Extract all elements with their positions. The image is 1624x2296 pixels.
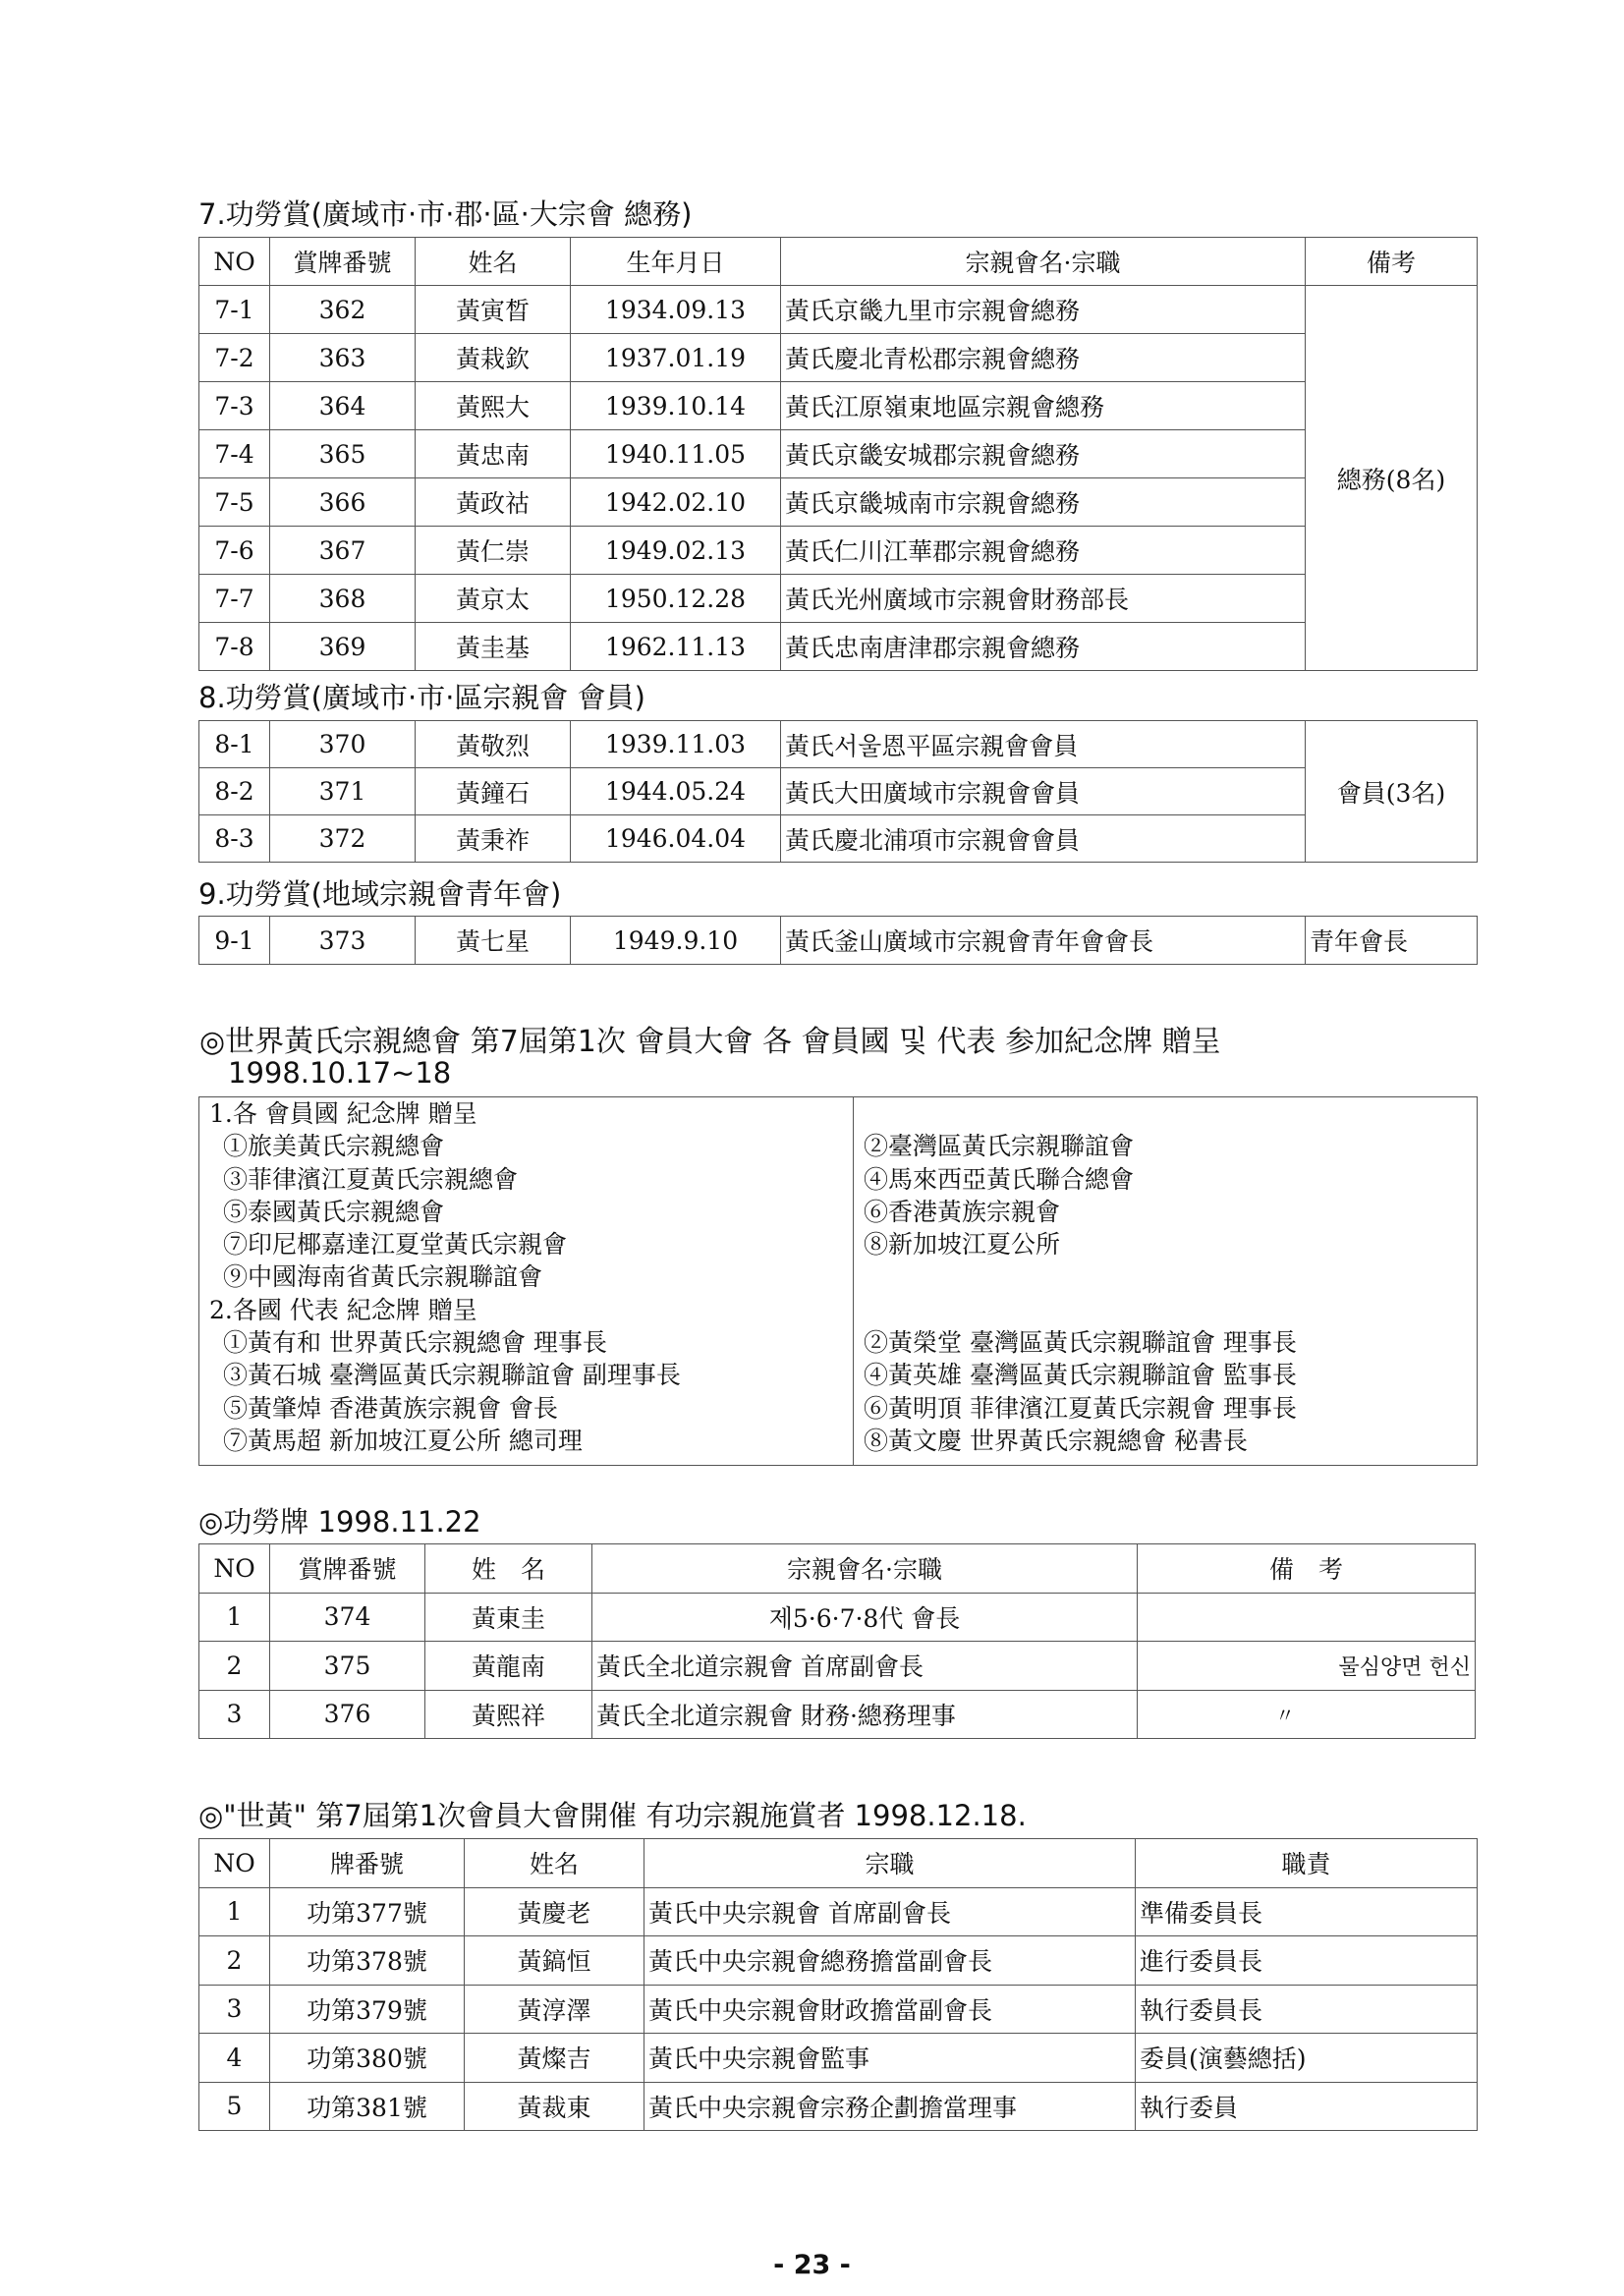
list-item: ③黃石城 臺灣區黃氏宗親聯誼會 副理事長 bbox=[223, 1361, 681, 1390]
section-7-heading: 7.功勞賞(廣域市·市·郡·區·大宗會 總務) bbox=[198, 197, 693, 231]
cell-position: 黃氏全北道宗親會 財務·總務理事 bbox=[592, 1690, 1138, 1739]
cell-note: 總務(8名) bbox=[1306, 286, 1478, 671]
table-row bbox=[199, 1593, 1476, 1642]
cell-no: 8-2 bbox=[199, 768, 270, 815]
cell-birth: 1962.11.13 bbox=[571, 623, 781, 671]
cell-name: 黃忠南 bbox=[416, 430, 571, 478]
list-item: ⑤泰國黃氏宗親總會 bbox=[223, 1197, 445, 1226]
cell-note: 물심양면 헌신 bbox=[1138, 1642, 1476, 1691]
cell-position: 黃氏光州廣域市宗親會財務部長 bbox=[781, 575, 1306, 623]
prize-table bbox=[198, 1838, 1478, 2131]
header-cell: 職責 bbox=[1136, 1839, 1478, 1888]
cell-plaque: 371 bbox=[270, 768, 416, 815]
cell-plaque: 363 bbox=[270, 334, 416, 382]
list-item bbox=[864, 1294, 1467, 1326]
table-header-row bbox=[199, 1839, 1478, 1888]
cell-plaque: 功第380號 bbox=[270, 2034, 465, 2083]
table-row bbox=[199, 815, 1478, 863]
cell-position: 黃氏大田廣域市宗親會會員 bbox=[781, 768, 1306, 815]
cell-name: 黃圭基 bbox=[416, 623, 571, 671]
cell-name: 黃熙祥 bbox=[425, 1690, 592, 1739]
section-7-table bbox=[198, 237, 1478, 671]
cell-no: 9-1 bbox=[199, 917, 270, 965]
cell-plaque: 373 bbox=[270, 917, 416, 965]
header-cell: 牌番號 bbox=[270, 1839, 465, 1888]
cell-birth: 1939.11.03 bbox=[571, 721, 781, 768]
table-header-row bbox=[199, 238, 1478, 286]
table-row bbox=[199, 623, 1478, 671]
cell-no: 3 bbox=[199, 1985, 270, 2034]
cell-no: 7-4 bbox=[199, 430, 270, 478]
memorial-left-column bbox=[199, 1097, 854, 1466]
cell-position: 黃氏京畿安城郡宗親會總務 bbox=[781, 430, 1306, 478]
table-row bbox=[199, 382, 1478, 430]
table-row bbox=[199, 1936, 1478, 1986]
cell-birth: 1949.9.10 bbox=[571, 917, 781, 965]
cell-duty: 準備委員長 bbox=[1136, 1887, 1478, 1936]
cell-position: 黃氏中央宗親會總務擔當副會長 bbox=[644, 1936, 1136, 1986]
cell-birth: 1937.01.19 bbox=[571, 334, 781, 382]
list-item: ⑧新加坡江夏公所 bbox=[864, 1230, 1061, 1260]
cell-no: 4 bbox=[199, 2034, 270, 2083]
table-row bbox=[199, 286, 1478, 334]
cell-plaque: 374 bbox=[270, 1593, 425, 1642]
cell-plaque: 368 bbox=[270, 575, 416, 623]
header-cell: 生年月日 bbox=[571, 238, 781, 286]
cell-no: 7-5 bbox=[199, 478, 270, 527]
cell-duty: 執行委員長 bbox=[1136, 1985, 1478, 2034]
table-row bbox=[199, 2082, 1478, 2131]
cell-position: 黃氏京畿九里市宗親會總務 bbox=[781, 286, 1306, 334]
list-item: ②黃榮堂 臺灣區黃氏宗親聯誼會 理事長 bbox=[864, 1328, 1297, 1358]
cell-note bbox=[1138, 1593, 1476, 1642]
cell-position: 黃氏京畿城南市宗親會總務 bbox=[781, 478, 1306, 527]
cell-plaque: 369 bbox=[270, 623, 416, 671]
cell-no: 7-6 bbox=[199, 527, 270, 575]
cell-position: 黃氏中央宗親會宗務企劃擔當理事 bbox=[644, 2082, 1136, 2131]
list-item: ⑨中國海南省黃氏宗親聯誼會 bbox=[223, 1262, 543, 1292]
cell-plaque: 362 bbox=[270, 286, 416, 334]
list-item: ⑥黃明頂 菲律濱江夏黃氏宗親會 理事長 bbox=[864, 1393, 1297, 1423]
list-item: ④黃英雄 臺灣區黃氏宗親聯誼會 監事長 bbox=[864, 1361, 1297, 1390]
cell-name: 黃淳澤 bbox=[465, 1985, 644, 2034]
cell-name: 黃鐘石 bbox=[416, 768, 571, 815]
list-item: ⑦印尼椰嘉達江夏堂黃氏宗親會 bbox=[223, 1230, 568, 1260]
cell-no: 7-1 bbox=[199, 286, 270, 334]
list-item: ①旅美黃氏宗親總會 bbox=[223, 1132, 445, 1161]
cell-duty: 委員(演藝總括) bbox=[1136, 2034, 1478, 2083]
header-cell: 姓名 bbox=[416, 238, 571, 286]
header-cell: 姓 名 bbox=[425, 1544, 592, 1594]
cell-no: 7-7 bbox=[199, 575, 270, 623]
cell-position: 黃氏慶北青松郡宗親會總務 bbox=[781, 334, 1306, 382]
header-cell: NO bbox=[199, 238, 270, 286]
cell-duty: 進行委員長 bbox=[1136, 1936, 1478, 1986]
list-item: ⑤黃肇焯 香港黃族宗親會 會長 bbox=[223, 1393, 558, 1423]
cell-plaque: 功第379號 bbox=[270, 1985, 465, 2034]
cell-plaque: 功第381號 bbox=[270, 2082, 465, 2131]
list-item: 1.各 會員國 紀念牌 贈呈 bbox=[209, 1099, 477, 1128]
cell-no: 8-1 bbox=[199, 721, 270, 768]
table-row bbox=[199, 2034, 1478, 2083]
cell-birth: 1944.05.24 bbox=[571, 768, 781, 815]
cell-plaque: 功第377號 bbox=[270, 1887, 465, 1936]
cell-no: 8-3 bbox=[199, 815, 270, 863]
section-8-table bbox=[198, 720, 1478, 863]
cell-note: 〃 bbox=[1138, 1690, 1476, 1739]
cell-position: 黃氏中央宗親會財政擔當副會長 bbox=[644, 1985, 1136, 2034]
header-cell: 賞牌番號 bbox=[270, 238, 416, 286]
cell-birth: 1939.10.14 bbox=[571, 382, 781, 430]
table-row bbox=[199, 334, 1478, 382]
cell-plaque: 370 bbox=[270, 721, 416, 768]
section-8-heading: 8.功勞賞(廣域市·市·區宗親會 會員) bbox=[198, 681, 645, 714]
list-item: 2.各國 代表 紀念牌 贈呈 bbox=[209, 1295, 477, 1324]
cell-plaque: 376 bbox=[270, 1690, 425, 1739]
section-9-table bbox=[198, 916, 1478, 965]
header-cell: NO bbox=[199, 1544, 270, 1594]
header-cell: 備 考 bbox=[1138, 1544, 1476, 1594]
table-header-row bbox=[199, 1544, 1476, 1594]
list-item: ②臺灣區黃氏宗親聯誼會 bbox=[864, 1132, 1135, 1161]
table-row bbox=[199, 768, 1478, 815]
list-item bbox=[864, 1260, 1467, 1293]
memorial-box bbox=[198, 1096, 1478, 1466]
cell-plaque: 366 bbox=[270, 478, 416, 527]
cell-name: 黃燦吉 bbox=[465, 2034, 644, 2083]
cell-name: 黃龍南 bbox=[425, 1642, 592, 1691]
cell-position: 黃氏慶北浦項市宗親會會員 bbox=[781, 815, 1306, 863]
cell-no: 1 bbox=[199, 1593, 270, 1642]
header-cell: 宗親會名·宗職 bbox=[781, 238, 1306, 286]
gongro-table bbox=[198, 1543, 1476, 1739]
cell-plaque: 375 bbox=[270, 1642, 425, 1691]
cell-birth: 1950.12.28 bbox=[571, 575, 781, 623]
cell-no: 2 bbox=[199, 1642, 270, 1691]
cell-position: 黃氏江原嶺東地區宗親會總務 bbox=[781, 382, 1306, 430]
header-cell: NO bbox=[199, 1839, 270, 1888]
header-cell: 賞牌番號 bbox=[270, 1544, 425, 1594]
cell-name: 黃慶老 bbox=[465, 1887, 644, 1936]
cell-duty: 執行委員 bbox=[1136, 2082, 1478, 2131]
table-row bbox=[199, 1985, 1478, 2034]
cell-no: 7-3 bbox=[199, 382, 270, 430]
cell-name: 黃仁崇 bbox=[416, 527, 571, 575]
cell-note: 青年會長 bbox=[1306, 917, 1478, 965]
header-cell: 宗親會名·宗職 bbox=[592, 1544, 1138, 1594]
cell-name: 黃裁東 bbox=[465, 2082, 644, 2131]
table-row bbox=[199, 1642, 1476, 1691]
table-row bbox=[199, 478, 1478, 527]
cell-plaque: 365 bbox=[270, 430, 416, 478]
header-cell: 備考 bbox=[1306, 238, 1478, 286]
table-row bbox=[199, 430, 1478, 478]
cell-birth: 1946.04.04 bbox=[571, 815, 781, 863]
page-number: - 23 - bbox=[773, 2250, 851, 2280]
cell-position: 제5·6·7·8代 會長 bbox=[592, 1593, 1138, 1642]
cell-name: 黃京太 bbox=[416, 575, 571, 623]
memorial-date: 1998.10.17~18 bbox=[228, 1056, 452, 1090]
list-item bbox=[864, 1097, 1467, 1130]
cell-no: 5 bbox=[199, 2082, 270, 2131]
cell-birth: 1942.02.10 bbox=[571, 478, 781, 527]
cell-birth: 1940.11.05 bbox=[571, 430, 781, 478]
list-item: ③菲律濱江夏黃氏宗親總會 bbox=[223, 1164, 519, 1194]
cell-name: 黃敬烈 bbox=[416, 721, 571, 768]
cell-no: 1 bbox=[199, 1887, 270, 1936]
memorial-right-column bbox=[854, 1097, 1478, 1466]
cell-plaque: 372 bbox=[270, 815, 416, 863]
list-item: ④馬來西亞黃氏聯合總會 bbox=[864, 1164, 1135, 1194]
cell-birth: 1934.09.13 bbox=[571, 286, 781, 334]
list-item: ①黃有和 世界黃氏宗親總會 理事長 bbox=[223, 1328, 607, 1358]
table-row bbox=[199, 575, 1478, 623]
prize-heading: ◎"世黃" 第7屆第1次會員大會開催 有功宗親施賞者 1998.12.18. bbox=[198, 1799, 1027, 1832]
header-cell: 宗職 bbox=[644, 1839, 1136, 1888]
cell-no: 3 bbox=[199, 1690, 270, 1739]
cell-position: 黃氏仁川江華郡宗親會總務 bbox=[781, 527, 1306, 575]
cell-note: 會員(3名) bbox=[1306, 721, 1478, 863]
cell-plaque: 367 bbox=[270, 527, 416, 575]
cell-position: 黃氏中央宗親會 首席副會長 bbox=[644, 1887, 1136, 1936]
cell-no: 7-8 bbox=[199, 623, 270, 671]
cell-no: 7-2 bbox=[199, 334, 270, 382]
header-cell: 姓名 bbox=[465, 1839, 644, 1888]
cell-position: 黃氏서울恩平區宗親會會員 bbox=[781, 721, 1306, 768]
cell-name: 黃鎬恒 bbox=[465, 1936, 644, 1986]
table-row bbox=[199, 1887, 1478, 1936]
cell-name: 黃七星 bbox=[416, 917, 571, 965]
cell-plaque: 功第378號 bbox=[270, 1936, 465, 1986]
table-row bbox=[199, 721, 1478, 768]
list-item: ⑧黃文慶 世界黃氏宗親總會 秘書長 bbox=[864, 1426, 1248, 1455]
memorial-heading: ◎世界黃氏宗親總會 第7屆第1次 會員大會 各 會員國 및 代表 参加紀念牌 贈呈 bbox=[199, 1025, 1221, 1059]
table-row bbox=[199, 917, 1478, 965]
cell-position: 黃氏全北道宗親會 首席副會長 bbox=[592, 1642, 1138, 1691]
cell-position: 黃氏釜山廣域市宗親會青年會會長 bbox=[781, 917, 1306, 965]
gongro-heading: ◎功勞牌 1998.11.22 bbox=[198, 1505, 481, 1539]
cell-name: 黃栽欽 bbox=[416, 334, 571, 382]
list-item: ⑥香港黃族宗親會 bbox=[864, 1197, 1061, 1226]
cell-name: 黃寅晳 bbox=[416, 286, 571, 334]
section-9-heading: 9.功勞賞(地域宗親會青年會) bbox=[198, 877, 562, 911]
cell-position: 黃氏中央宗親會監事 bbox=[644, 2034, 1136, 2083]
cell-name: 黃秉祚 bbox=[416, 815, 571, 863]
cell-name: 黃熙大 bbox=[416, 382, 571, 430]
cell-plaque: 364 bbox=[270, 382, 416, 430]
cell-name: 黃東圭 bbox=[425, 1593, 592, 1642]
cell-no: 2 bbox=[199, 1936, 270, 1986]
list-item: ⑦黃馬超 新加坡江夏公所 總司理 bbox=[223, 1426, 583, 1455]
cell-birth: 1949.02.13 bbox=[571, 527, 781, 575]
cell-name: 黃政祜 bbox=[416, 478, 571, 527]
table-row bbox=[199, 527, 1478, 575]
table-row bbox=[199, 1690, 1476, 1739]
cell-position: 黃氏忠南唐津郡宗親會總務 bbox=[781, 623, 1306, 671]
